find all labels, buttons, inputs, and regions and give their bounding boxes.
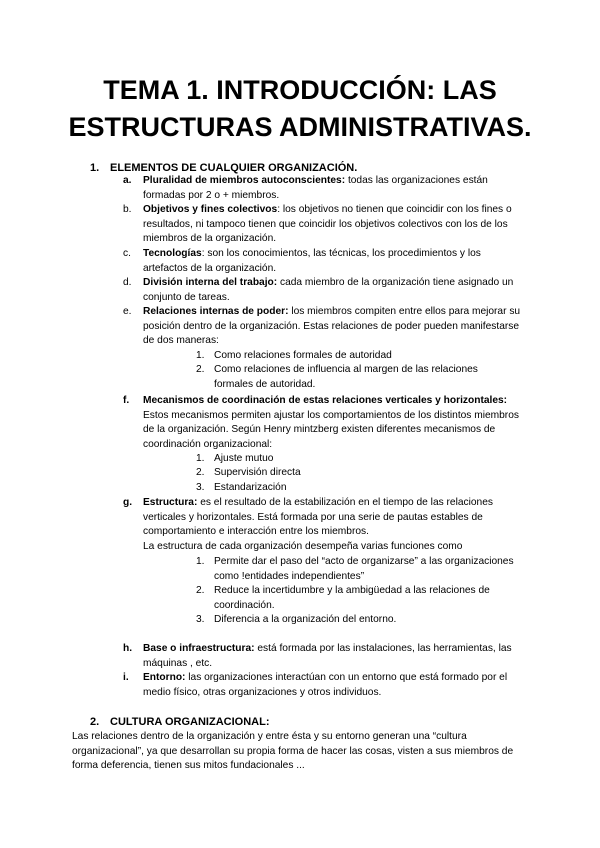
item-text: : son los conocimientos, las técnicas, los procedimientos y los artefactos de la organización.	[143, 248, 481, 274]
title-line-1: TEMA 1. INTRODUCCIÓN: LAS	[103, 75, 497, 105]
list-item-b	[123, 203, 523, 247]
section-1-heading	[90, 161, 357, 175]
list-marker: d.	[123, 277, 132, 288]
list-marker: a.	[123, 175, 132, 186]
sub-item-g-2	[196, 584, 514, 613]
section-2-number: 2.	[90, 716, 100, 728]
list-marker: 2.	[196, 585, 205, 596]
item-term: Pluralidad de miembros autoconscientes:	[143, 175, 346, 186]
list-marker: 1.	[196, 350, 205, 361]
list-item-g	[123, 496, 523, 540]
sub-item-text: Como relaciones de influencia al margen de las relaciones formales de autoridad.	[214, 364, 478, 390]
sub-item-text: Diferencia a la organización del entorno.	[214, 614, 397, 625]
item-text: cada miembro de la organización tiene asignado un conjunto de tareas.	[143, 277, 514, 303]
item-g-continuation: La estructura de cada organización desempeña varias funciones como	[143, 541, 463, 552]
sub-item-text: Como relaciones formales de autoridad	[214, 350, 392, 361]
sub-item-f-1	[196, 452, 514, 467]
list-marker: i.	[123, 672, 129, 683]
section-2-paragraph: Las relaciones dentro de la organización y entre ésta y su entorno generan una “cultura organizacional”, ya que desarrollan su propia forma de hacer las cosas, visten a sus miembros de forma deferencia, tienen sus mitos fundacionales ...	[72, 731, 514, 772]
section-2-heading	[90, 715, 269, 729]
section-1-title: ELEMENTOS DE CUALQUIER ORGANIZACIÓN.	[110, 162, 358, 174]
item-text: Estos mecanismos permiten ajustar los comportamientos de los distintos miembros de la organización. Según Henry mintzberg existen diferentes mecanismos de coordinación organizacional:	[143, 409, 519, 450]
list-marker: e.	[123, 306, 132, 317]
list-marker: h.	[123, 643, 133, 654]
page-title	[40, 72, 560, 146]
list-marker: c.	[123, 248, 131, 259]
list-marker: 1.	[196, 453, 205, 464]
list-marker: f.	[123, 395, 130, 406]
sub-item-text: Permite dar el paso del “acto de organizarse” a las organizaciones como !entidades independientes”	[214, 556, 514, 582]
sub-item-e-2	[196, 363, 514, 392]
list-item-f	[123, 394, 523, 452]
item-term: Relaciones internas de poder:	[143, 306, 289, 317]
list-item-d	[123, 276, 523, 305]
item-term: Estructura:	[143, 497, 198, 508]
list-marker: 1.	[196, 556, 205, 567]
item-text: las organizaciones interactúan con un entorno que está formado por el medio físico, otras organizaciones y otros individuos.	[143, 672, 508, 698]
sub-item-text: Supervisión directa	[214, 467, 301, 478]
section-1-number: 1.	[90, 162, 100, 174]
list-marker: 3.	[196, 482, 205, 493]
list-marker: b.	[123, 204, 132, 215]
item-text: todas las organizaciones están formadas por 2 o + miembros.	[143, 175, 488, 201]
list-item-h	[123, 642, 523, 671]
sub-item-text: Estandarización	[214, 482, 287, 493]
section-2-title: CULTURA ORGANIZACIONAL:	[110, 716, 270, 728]
list-item-i	[123, 671, 523, 700]
list-marker: 2.	[196, 364, 205, 375]
item-term: División interna del trabajo:	[143, 277, 278, 288]
item-text: los miembros compiten entre ellos para mejorar su posición dentro de la organización. Estas relaciones de poder pueden manifestarse de dos maneras:	[143, 306, 521, 347]
sub-item-g-3	[196, 613, 514, 628]
title-line-2: ESTRUCTURAS ADMINISTRATIVAS.	[68, 112, 532, 142]
item-term: Tecnologías	[143, 248, 202, 259]
list-item-e	[123, 305, 523, 349]
sub-item-text: Ajuste mutuo	[214, 453, 274, 464]
list-item-a	[123, 174, 523, 203]
sub-item-e-1	[196, 349, 514, 364]
item-text: es el resultado de la estabilización en el tiempo de las relaciones verticales y horizontales. Está formada por una serie de pautas estables de comportamiento e interacción entre los miembros.	[143, 497, 493, 538]
item-term: Mecanismos de coordinación de estas relaciones verticales y horizontales:	[143, 395, 508, 406]
item-text: está formada por las instalaciones, las herramientas, las máquinas , etc.	[143, 643, 512, 669]
sub-item-g-1	[196, 555, 514, 584]
item-term: Entorno:	[143, 672, 186, 683]
list-marker: g.	[123, 497, 133, 508]
item-term: Objetivos y fines colectivos	[143, 204, 278, 215]
sub-item-text: Reduce la incertidumbre y la ambigüedad a las relaciones de coordinación.	[214, 585, 490, 611]
item-text: : los objetivos no tienen que coincidir con los fines o resultados, ni tampoco tienen que coincidir los objetivos colectivos con los de los miembros de la organización.	[143, 204, 512, 245]
list-item-c	[123, 247, 523, 276]
list-marker: 3.	[196, 614, 205, 625]
item-term: Base o infraestructura:	[143, 643, 255, 654]
sub-item-f-2	[196, 466, 514, 481]
sub-item-f-3	[196, 481, 514, 496]
list-marker: 2.	[196, 467, 205, 478]
